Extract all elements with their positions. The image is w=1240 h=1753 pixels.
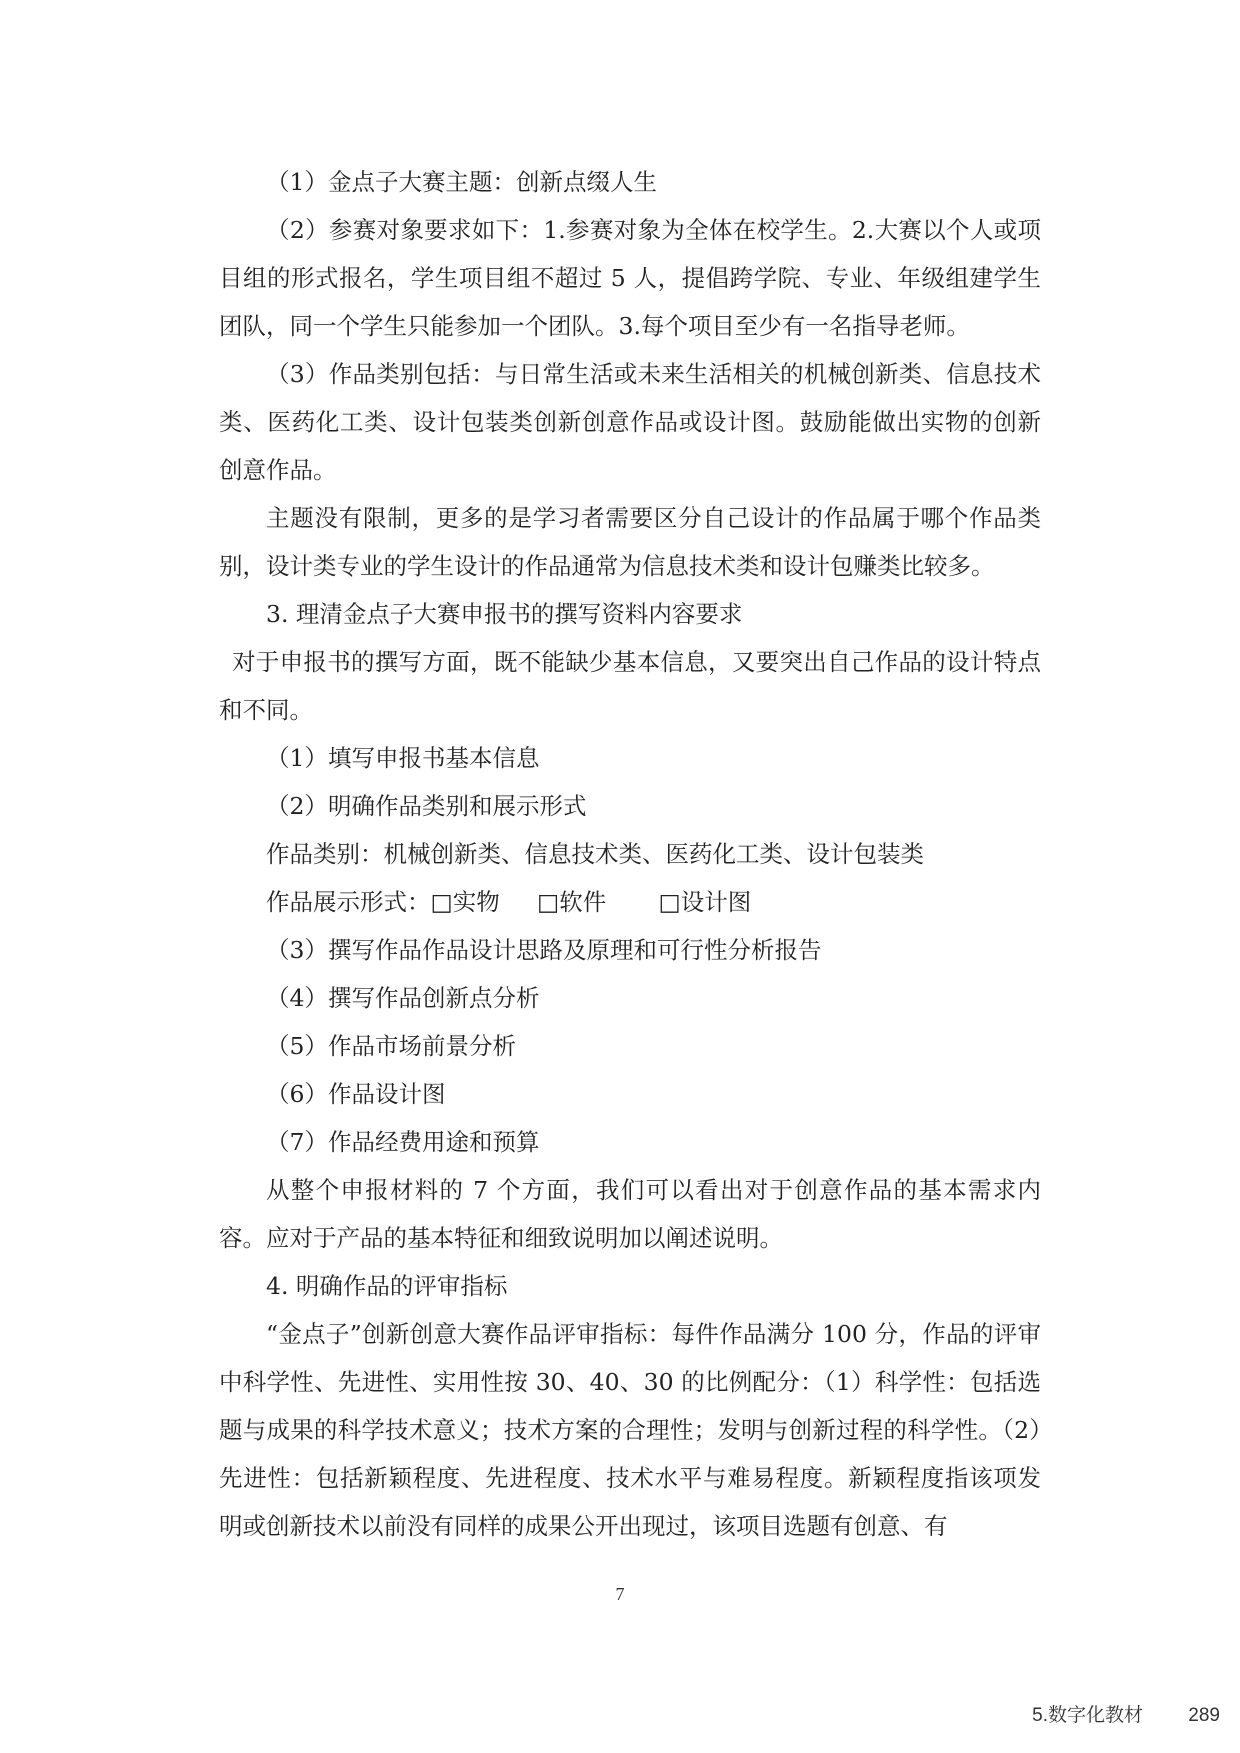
paragraph-categories: （3）作品类别包括：与日常生活或未来生活相关的机械创新类、信息技术类、医药化工类、设计包装类创新创意作品或设计图。鼓励能做出实物的创新创意作品。 xyxy=(219,360,1041,484)
paragraph-theme-note: 主题没有限制，更多的是学习者需要区分自己设计的作品属于哪个作品类别，设计类专业的学生设计的作品通常为信息技术类和设计包赚类比较多。 xyxy=(219,504,1041,580)
paragraph-theme: （1）金点子大赛主题：创新点缀人生 xyxy=(266,168,657,196)
list-item-market-analysis: （5）作品市场前景分析 xyxy=(266,1032,516,1060)
list-item-design-drawing: （6）作品设计图 xyxy=(266,1080,446,1108)
list-item-budget: （7）作品经费用途和预算 xyxy=(266,1128,540,1156)
list-item-innovation-analysis: （4）撰写作品创新点分析 xyxy=(266,984,540,1012)
paragraph-work-categories: 作品类别：机械创新类、信息技术类、医药化工类、设计包装类 xyxy=(266,840,924,868)
footer-chapter: 5.数字化教材 xyxy=(1032,1705,1144,1726)
section-heading-4: 4. 明确作品的评审指标 xyxy=(266,1272,508,1300)
paragraph-participants: （2）参赛对象要求如下：1.参赛对象为全体在校学生。2.大赛以个人或项目组的形式报名，学生项目组不超过 5 人，提倡跨学院、专业、年级组建学生团队，同一个学生只能参加一个团队。3.每个项目至少有一名指导老师。 xyxy=(219,216,1041,340)
paragraph-application-writing: 对于申报书的撰写方面，既不能缺少基本信息，又要突出自己作品的设计特点和不同。 xyxy=(219,648,1041,724)
list-item-basic-info: （1）填写申报书基本信息 xyxy=(266,744,540,772)
list-item-design-report: （3）撰写作品作品设计思路及原理和可行性分析报告 xyxy=(266,936,822,964)
paragraph-evaluation-criteria: “金点子”创新创意大赛作品评审指标：每件作品满分 100 分，作品的评审中科学性、先进性、实用性按 30、40、30 的比例配分：（1）科学性：包括选题与成果的科学技术意义；技术方案的合理性；发明与创新过程的科学性。（2）先进性：包括新颖程度、先进程度、技术水平与难易程度。新颖程度指该项发明或创新技术以前没有同样的成果公开出现过，该项目选题有创意、有 xyxy=(219,1320,1041,1540)
paragraph-display-forms: 作品展示形式：□实物 □软件 □设计图 xyxy=(266,888,752,916)
body-text xyxy=(219,158,1041,1550)
paragraph-summary: 从整个申报材料的 7 个方面，我们可以看出对于创意作品的基本需求内容。应对于产品的基本特征和细致说明加以阐述说明。 xyxy=(219,1176,1041,1252)
footer-page-number: 289 xyxy=(1188,1705,1220,1726)
list-item-category-form: （2）明确作品类别和展示形式 xyxy=(266,792,587,820)
page-footer xyxy=(1032,1700,1220,1727)
section-heading-3: 3. 理清金点子大赛申报书的撰写资料内容要求 xyxy=(266,600,743,628)
page-number: 7 xyxy=(615,1584,625,1604)
